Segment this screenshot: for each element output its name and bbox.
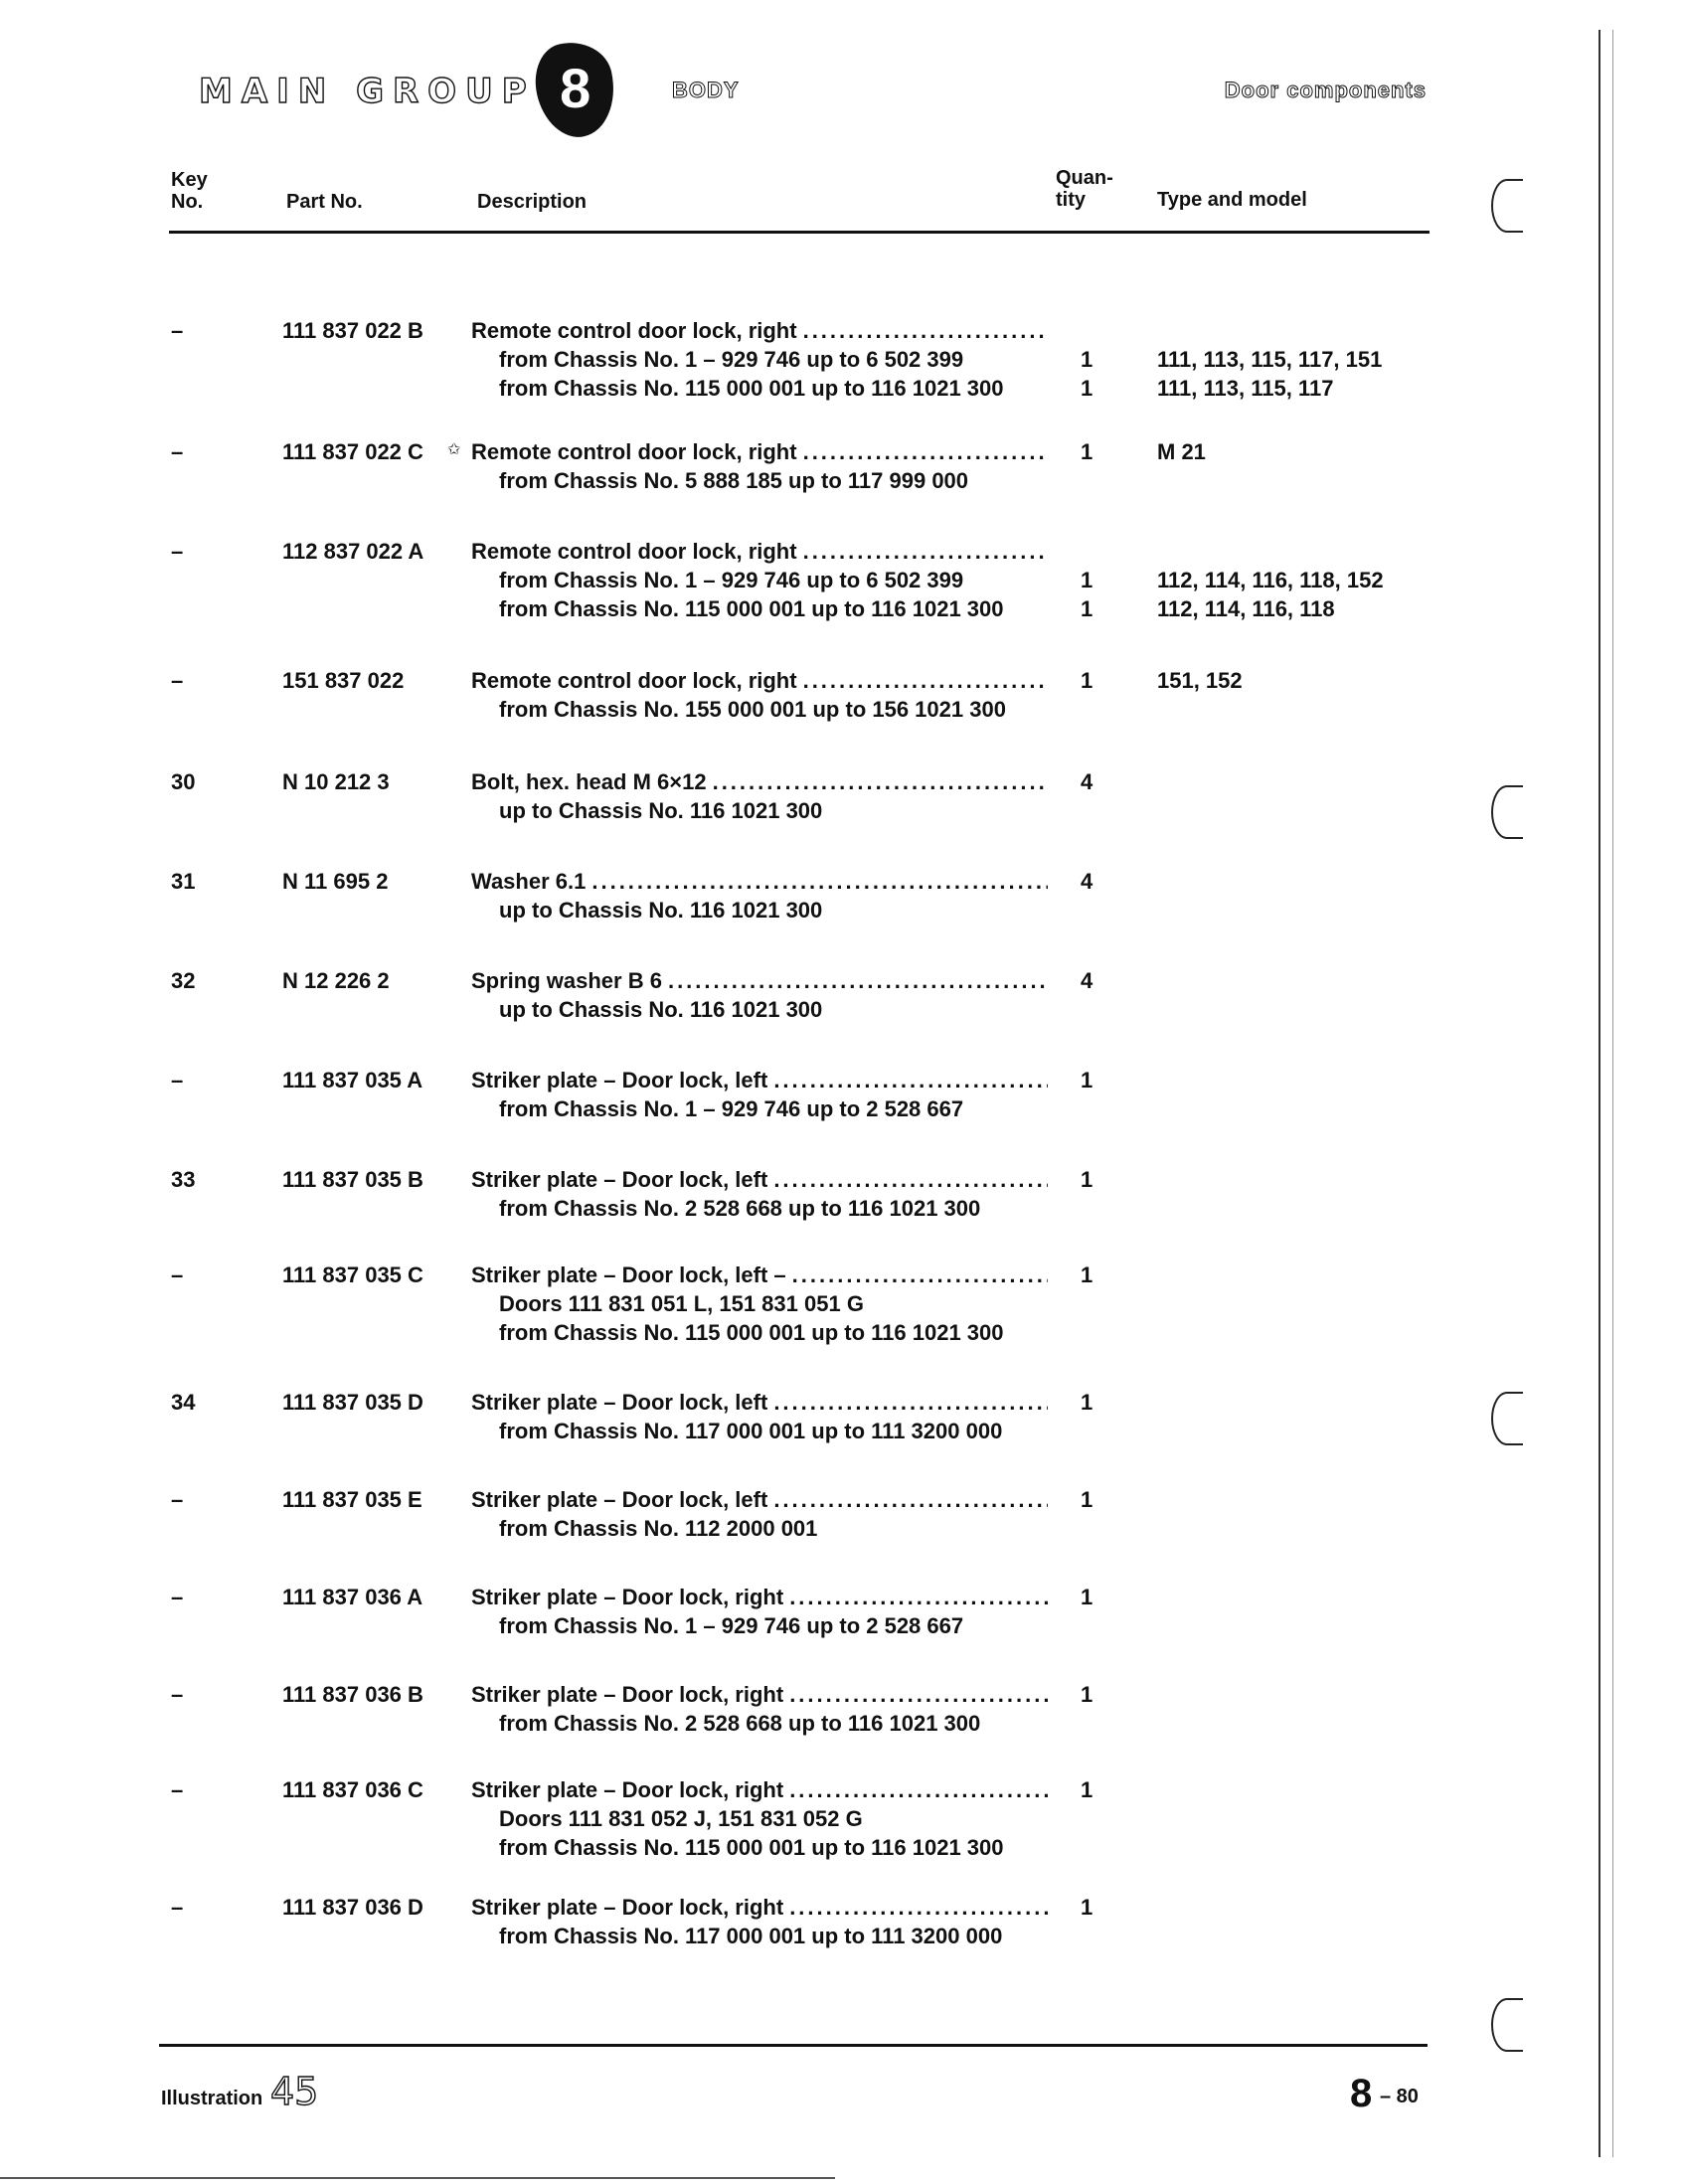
description-title-text: Striker plate – Door lock, left – xyxy=(471,1262,786,1287)
type-model xyxy=(1157,666,1243,724)
key-number: – xyxy=(171,1487,184,1512)
key-number: – xyxy=(171,439,184,464)
col-key-line-1: Key xyxy=(171,169,208,191)
description-title-text: Striker plate – Door lock, right xyxy=(471,1682,784,1707)
dot-leader xyxy=(773,1165,1048,1194)
quantity xyxy=(1081,537,1100,623)
description-detail: from Chassis No. 115 000 001 up to 116 1021 300 xyxy=(499,1320,1004,1345)
col-key-line-2: No. xyxy=(171,191,204,213)
punch-hole-icon xyxy=(1491,785,1523,839)
description-detail: Doors 111 831 051 L, 151 831 051 G xyxy=(499,1291,864,1316)
type-model xyxy=(1157,316,1382,403)
quantity-value: 4 xyxy=(1081,769,1094,794)
description-detail: from Chassis No. 115 000 001 up to 116 1021 300 xyxy=(499,1835,1004,1860)
group-name: BODY xyxy=(672,78,740,102)
quantity-value xyxy=(1081,1833,1100,1862)
description-title xyxy=(471,437,1048,466)
key-number: 34 xyxy=(171,1390,196,1415)
description-title xyxy=(471,1260,1048,1289)
key-number: – xyxy=(171,1895,184,1920)
part-number: 111 837 036 C xyxy=(282,1777,423,1802)
quantity xyxy=(1081,867,1100,924)
col-part-no: Part No. xyxy=(286,191,363,213)
quantity-value: 1 xyxy=(1081,1895,1094,1920)
dot-leader xyxy=(668,966,1048,995)
quantity xyxy=(1081,437,1100,495)
key-number: – xyxy=(171,668,184,693)
quantity-value xyxy=(1081,995,1100,1024)
description xyxy=(471,1583,1048,1640)
type-model-value xyxy=(1157,537,1384,566)
key-number: 31 xyxy=(171,869,196,894)
description-detail: up to Chassis No. 116 1021 300 xyxy=(499,798,823,823)
key-number: – xyxy=(171,1682,184,1707)
quantity-value: 1 xyxy=(1081,568,1094,592)
quantity xyxy=(1081,316,1100,403)
dot-leader xyxy=(773,1485,1048,1514)
quantity-value: 1 xyxy=(1081,1167,1094,1192)
type-model-value: 111, 113, 115, 117, 151 xyxy=(1157,347,1383,372)
description xyxy=(471,666,1048,724)
key-number: 30 xyxy=(171,769,196,794)
punch-hole-icon xyxy=(1491,1392,1523,1445)
description-title xyxy=(471,666,1048,695)
dot-leader xyxy=(789,1680,1048,1709)
quantity-value: 1 xyxy=(1081,376,1094,401)
description-title-text: Striker plate – Door lock, left xyxy=(471,1068,768,1092)
quantity xyxy=(1081,1680,1100,1738)
description-detail: from Chassis No. 2 528 668 up to 116 1021 300 xyxy=(499,1711,981,1736)
quantity xyxy=(1081,1583,1100,1640)
quantity xyxy=(1081,1775,1100,1862)
quantity-value xyxy=(1081,1514,1100,1543)
part-number: 111 837 022 B xyxy=(282,318,423,343)
key-number: 33 xyxy=(171,1167,196,1192)
description-title xyxy=(471,1893,1048,1922)
description xyxy=(471,1893,1048,1950)
description-title-text: Striker plate – Door lock, right xyxy=(471,1585,784,1609)
col-quantity xyxy=(1056,167,1113,211)
description xyxy=(471,1680,1048,1738)
quantity-value: 4 xyxy=(1081,869,1094,894)
part-number: 111 837 035 E xyxy=(282,1487,422,1512)
description-title-text: Remote control door lock, right xyxy=(471,318,797,343)
binder-edge-line xyxy=(1599,30,1600,2157)
description-detail: from Chassis No. 1 – 929 746 up to 6 502 399 xyxy=(499,347,964,372)
quantity-value xyxy=(1081,695,1100,724)
type-model xyxy=(1157,437,1206,495)
description-title xyxy=(471,537,1048,566)
part-number: 112 837 022 A xyxy=(282,539,424,564)
quantity-value: 4 xyxy=(1081,968,1094,993)
key-number: – xyxy=(171,1262,184,1287)
part-number: N 11 695 2 xyxy=(282,869,389,894)
col-type-model: Type and model xyxy=(1157,189,1307,211)
description-title xyxy=(471,1388,1048,1417)
description-detail: from Chassis No. 2 528 668 up to 116 1021 300 xyxy=(499,1196,981,1221)
dot-leader xyxy=(773,1066,1048,1094)
quantity xyxy=(1081,767,1100,825)
part-number: 111 837 035 C xyxy=(282,1262,423,1287)
page-edge-line xyxy=(0,2177,835,2179)
type-model xyxy=(1157,537,1384,623)
part-number: 111 837 035 A xyxy=(282,1068,423,1092)
dot-leader xyxy=(792,1260,1048,1289)
binder-edge-line-faint xyxy=(1612,30,1613,2157)
quantity-value xyxy=(1081,1194,1100,1223)
quantity-value: 1 xyxy=(1081,1390,1094,1415)
description-title-text: Bolt, hex. head M 6×12 xyxy=(471,769,707,794)
quantity-value xyxy=(1081,1804,1100,1833)
description-title-text: Striker plate – Door lock, left xyxy=(471,1390,768,1415)
type-model-value xyxy=(1157,466,1206,495)
dot-leader xyxy=(773,1388,1048,1417)
part-number: N 10 212 3 xyxy=(282,769,390,794)
illustration-number: 45 xyxy=(270,2070,319,2113)
key-number: – xyxy=(171,539,184,564)
description xyxy=(471,1775,1048,1862)
description-title xyxy=(471,767,1048,796)
quantity-value xyxy=(1081,316,1100,345)
quantity-value: 1 xyxy=(1081,1068,1094,1092)
part-number: 111 837 035 B xyxy=(282,1167,423,1192)
description-title xyxy=(471,1485,1048,1514)
description-detail: from Chassis No. 117 000 001 up to 111 3200 000 xyxy=(499,1924,1003,1948)
description-title xyxy=(471,1066,1048,1094)
description-title xyxy=(471,1583,1048,1611)
footer-rule xyxy=(159,2044,1428,2047)
key-number: – xyxy=(171,1585,184,1609)
quantity-value: 1 xyxy=(1081,1777,1094,1802)
description xyxy=(471,767,1048,825)
quantity-value: 1 xyxy=(1081,1585,1094,1609)
description-detail: up to Chassis No. 116 1021 300 xyxy=(499,997,823,1022)
quantity-value xyxy=(1081,1922,1100,1950)
quantity xyxy=(1081,966,1100,1024)
quantity-value xyxy=(1081,796,1100,825)
header-rule xyxy=(169,231,1430,234)
quantity-value xyxy=(1081,1709,1100,1738)
part-number: N 12 226 2 xyxy=(282,968,390,993)
type-model-value: 151, 152 xyxy=(1157,668,1243,693)
dot-leader xyxy=(591,867,1048,896)
description xyxy=(471,316,1048,403)
key-number: – xyxy=(171,1777,184,1802)
quantity xyxy=(1081,666,1100,724)
quantity-value: 1 xyxy=(1081,1262,1094,1287)
quantity xyxy=(1081,1893,1100,1950)
quantity-value xyxy=(1081,1318,1100,1347)
description-title xyxy=(471,1775,1048,1804)
description-title-text: Striker plate – Door lock, right xyxy=(471,1777,784,1802)
description xyxy=(471,966,1048,1024)
dot-leader xyxy=(789,1893,1048,1922)
dot-leader xyxy=(803,537,1048,566)
description xyxy=(471,867,1048,924)
quantity-value xyxy=(1081,537,1100,566)
quantity xyxy=(1081,1485,1100,1543)
description-title-text: Remote control door lock, right xyxy=(471,668,797,693)
description-title xyxy=(471,1165,1048,1194)
description-detail: up to Chassis No. 116 1021 300 xyxy=(499,898,823,923)
quantity-value xyxy=(1081,466,1100,495)
description xyxy=(471,1388,1048,1445)
col-description: Description xyxy=(477,191,588,213)
quantity xyxy=(1081,1165,1100,1223)
description-title-text: Washer 6.1 xyxy=(471,869,587,894)
description xyxy=(471,1485,1048,1543)
type-model-value xyxy=(1157,695,1243,724)
description-title-text: Spring washer B 6 xyxy=(471,968,662,993)
key-number: 32 xyxy=(171,968,196,993)
description-detail: Doors 111 831 052 J, 151 831 052 G xyxy=(499,1806,863,1831)
main-group-label: MAIN GROUP xyxy=(199,72,536,111)
dot-leader xyxy=(713,767,1048,796)
new-part-star-icon: ✩ xyxy=(447,441,461,458)
quantity-value: 1 xyxy=(1081,439,1094,464)
group-number-badge xyxy=(528,35,623,144)
type-model-value: 112, 114, 116, 118 xyxy=(1157,596,1335,621)
key-number: – xyxy=(171,1068,184,1092)
description-detail: from Chassis No. 115 000 001 up to 116 1021 300 xyxy=(499,376,1004,401)
section-title: Door components xyxy=(1224,78,1427,102)
quantity-value: 1 xyxy=(1081,347,1094,372)
type-model-value: M 21 xyxy=(1157,439,1206,464)
quantity xyxy=(1081,1066,1100,1123)
type-model-value: 111, 113, 115, 117 xyxy=(1157,376,1334,401)
description-detail: from Chassis No. 112 2000 001 xyxy=(499,1516,818,1541)
description-title-text: Striker plate – Door lock, right xyxy=(471,1895,784,1920)
description xyxy=(471,537,1048,623)
col-key-no xyxy=(171,169,208,213)
type-model-value xyxy=(1157,316,1382,345)
dot-leader xyxy=(803,437,1048,466)
quantity-value: 1 xyxy=(1081,1682,1094,1707)
description-detail: from Chassis No. 1 – 929 746 up to 2 528 667 xyxy=(499,1096,964,1121)
description xyxy=(471,437,1048,495)
punch-hole-icon xyxy=(1491,179,1523,233)
dot-leader xyxy=(789,1583,1048,1611)
description-title-text: Striker plate – Door lock, left xyxy=(471,1167,768,1192)
illustration-label: Illustration xyxy=(161,2088,263,2109)
dot-leader xyxy=(789,1775,1048,1804)
part-number: 111 837 036 B xyxy=(282,1682,423,1707)
description-detail: from Chassis No. 5 888 185 up to 117 999 000 xyxy=(499,468,969,493)
description-title xyxy=(471,1680,1048,1709)
page-sub-number: – 80 xyxy=(1380,2086,1419,2107)
quantity-value xyxy=(1081,896,1100,924)
description-title xyxy=(471,867,1048,896)
quantity xyxy=(1081,1260,1100,1347)
description xyxy=(471,1165,1048,1223)
part-number: 111 837 035 D xyxy=(282,1390,423,1415)
part-number: 111 837 022 C xyxy=(282,439,423,464)
description xyxy=(471,1260,1048,1347)
description-title-text: Remote control door lock, right xyxy=(471,539,797,564)
col-quantity-line-1: Quan- xyxy=(1056,167,1113,189)
col-quantity-line-2: tity xyxy=(1056,189,1086,211)
description-title xyxy=(471,966,1048,995)
part-number: 111 837 036 A xyxy=(282,1585,423,1609)
type-model-value: 112, 114, 116, 118, 152 xyxy=(1157,568,1384,592)
quantity xyxy=(1081,1388,1100,1445)
quantity-value xyxy=(1081,1611,1100,1640)
quantity-value xyxy=(1081,1417,1100,1445)
description-title-text: Remote control door lock, right xyxy=(471,439,797,464)
quantity-value: 1 xyxy=(1081,668,1094,693)
page-number: 8 xyxy=(1350,2072,1373,2115)
description-title-text: Striker plate – Door lock, left xyxy=(471,1487,768,1512)
description-detail: from Chassis No. 155 000 001 up to 156 1021 300 xyxy=(499,697,1006,722)
quantity-value: 1 xyxy=(1081,596,1094,621)
dot-leader xyxy=(803,316,1048,345)
description-detail: from Chassis No. 117 000 001 up to 111 3200 000 xyxy=(499,1419,1003,1443)
group-number: 8 xyxy=(560,57,591,120)
punch-hole-icon xyxy=(1491,1998,1523,2052)
quantity-value: 1 xyxy=(1081,1487,1094,1512)
description-title xyxy=(471,316,1048,345)
part-number: 151 837 022 xyxy=(282,668,405,693)
quantity-value xyxy=(1081,1094,1100,1123)
part-number: 111 837 036 D xyxy=(282,1895,423,1920)
description-detail: from Chassis No. 1 – 929 746 up to 6 502 399 xyxy=(499,568,964,592)
key-number: – xyxy=(171,318,184,343)
quantity-value xyxy=(1081,1289,1100,1318)
description xyxy=(471,1066,1048,1123)
description-detail: from Chassis No. 1 – 929 746 up to 2 528 667 xyxy=(499,1613,964,1638)
dot-leader xyxy=(803,666,1048,695)
description-detail: from Chassis No. 115 000 001 up to 116 1021 300 xyxy=(499,596,1004,621)
